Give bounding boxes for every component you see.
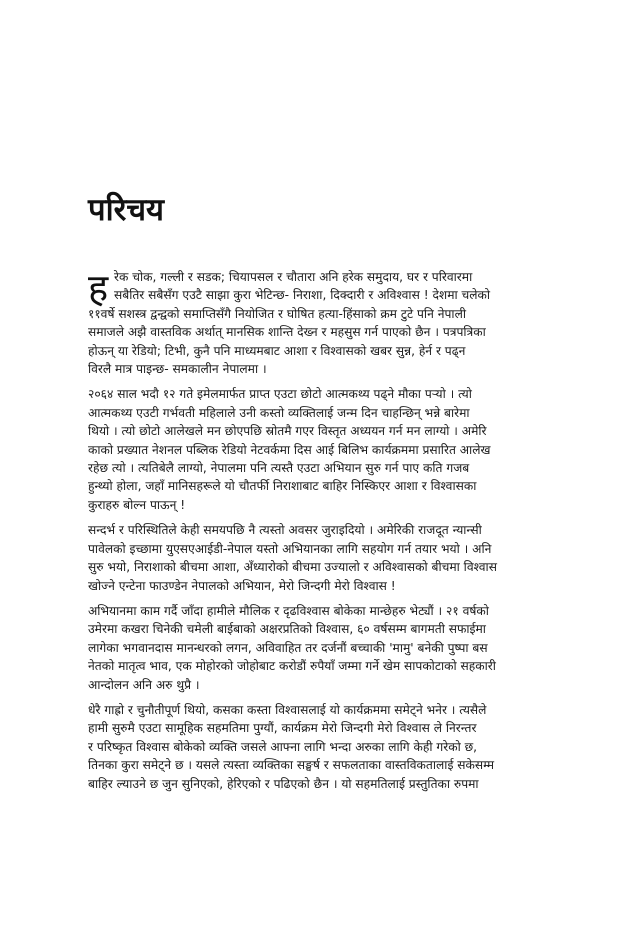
drop-cap: ह [88, 266, 109, 310]
paragraph-line: आन्दोलन अनि अरु थुप्रै । [88, 677, 200, 692]
paragraph-1 [88, 268, 570, 378]
paragraph-line: कुराहरु बोल्न पाऊन् ! [88, 497, 186, 512]
paragraph-line: आत्मकथ्य एउटी गर्भवती महिलाले उनी कस्तो व्यक्तिलाई जन्म दिन चाहन्छिन् भन्ने बारेमा [88, 405, 470, 420]
paragraph-line: लागेका भगवानदास मानन्धरको लगन, अविवाहित तर दर्जनौं बच्चाकी 'मामु' बनेकी पुष्पा बस [88, 640, 488, 655]
paragraph-line: धेरै गाह्रो र चुनौतीपूर्ण थियो, कसका कस्ता विश्वासलाई यो कार्यक्रममा समेट्ने भनेर । त्यसैले [88, 702, 487, 717]
paragraph-line: उमेरमा कखरा चिनेकी चमेली बाईबाको अक्षरप्रतिको विश्वास, ६० वर्षसम्म बागमती सफाईमा [88, 622, 486, 637]
paragraph-line: नेतको मातृत्व भाव, एक मोहोरको जोहोबाट करोडौं रुपैयाँ जम्मा गर्ने खेम सापकोटाको सहकारी [88, 659, 496, 674]
paragraph-line: रहेछ त्यो । त्यतिबेलै लाग्यो, नेपालमा पनि त्यस्तै एउटा अभियान सुरु गर्न पाए कति गजब [88, 461, 470, 476]
paragraph-3 [88, 521, 570, 595]
paragraph-5 [88, 701, 570, 793]
paragraph-line: होऊन् या रेडियो; टिभी, कुनै पनि माध्यमबाट आशा र विश्वासको खबर सुन्न, हेर्न र पढ्न [88, 343, 466, 358]
paragraph-line: खोज्ने एन्टेना फाउण्डेन नेपालको अभियान, मेरो जिन्दगी मेरो विश्वास ! [88, 578, 396, 593]
paragraph-2 [88, 385, 570, 514]
paragraph-line: सबैतिर सबैसँग एउटै साझा कुरा भेटिन्छ- निराशा, दिक्दारी र अविश्वास ! देशमा चलेको [114, 288, 491, 303]
chapter-title: परिचय [88, 192, 164, 228]
paragraph-line: बाहिर ल्याउने छ जुन सुनिएको, हेरिएको र पढिएको छैन । यो सहमतिलाई प्रस्तुतिका रुपमा [88, 776, 479, 791]
paragraph-line: हुन्थ्यो होला, जहाँ मानिसहरूले यो चौतर्फी निराशाबाट बाहिर निस्किएर आशा र विश्वासका [88, 479, 477, 494]
body-text [88, 268, 570, 800]
paragraph-line: २०६४ साल भदौ १२ गते इमेलमार्फत प्राप्त एउटा छोटो आत्मकथ्य पढ्ने मौका पर्‍यो । त्यो [88, 387, 472, 402]
paragraph-line: काको प्रख्यात नेशनल पब्लिक रेडियो नेटवर्कमा दिस आई बिलिभ कार्यक्रममा प्रसारित आलेख [88, 442, 491, 457]
paragraph-line: सुरु भयो, निराशाको बीचमा आशा, अँध्यारोको बीचमा उज्यालो र अविश्वासको बीचमा विश्वास [88, 560, 497, 575]
paragraph-line: सन्दर्भ र परिस्थितिले केही समयपछि नै त्यस्तो अवसर जुराइदियो । अमेरिकी राजदूत न्यान्सी [88, 523, 482, 538]
paragraph-line: र परिष्कृत विश्वास बोकेको व्यक्ति जसले आफ्ना लागि भन्दा अरुका लागि केही गरेको छ, [88, 739, 478, 754]
paragraph-line: ११वर्षे सशस्त्र द्वन्द्वको समाप्तिसँगै नियोजित र घोषित हत्या-हिंसाको क्रम टुटे पनि नेपाली [88, 306, 466, 321]
paragraph-line: रेक चोक, गल्ली र सडक; चियापसल र चौतारा अनि हरेक समुदाय, घर र परिवारमा [114, 270, 473, 284]
paragraph-line: अभियानमा काम गर्दै जाँदा हामीले मौलिक र दृढविश्वास बोकेका मान्छेहरु भेट्यौं । २१ वर्षको [88, 603, 489, 618]
paragraph-line: तिनका कुरा समेट्ने छ । यसले त्यस्ता व्यक्तिका सङ्घर्ष र सफलताका वास्तविकतालाई सकेसम्म [88, 758, 495, 773]
paragraph-line: समाजले अझै वास्तविक अर्थात् मानसिक शान्ति देख्न र महसुस गर्न पाएको छैन । पत्रपत्रिका [88, 325, 486, 340]
paragraph-line: विरलै मात्र पाइन्छ- समकालीन नेपालमा । [88, 362, 267, 377]
paragraph-line: हामी सुरुमै एउटा सामूहिक सहमतिमा पुग्यौं, कार्यक्रम मेरो जिन्दगी मेरो विश्वास ले निरन्तर [88, 721, 477, 736]
paragraph-line: पावेलको इच्छामा युएसएआईडी-नेपाल यस्तो अभियानका लागि सहयोग गर्न तयार भयो । अनि [88, 541, 492, 556]
paragraph-4 [88, 602, 570, 694]
paragraph-line: थियो । त्यो छोटो आलेखले मन छोएपछि स्रोतमै गएर विस्तृत अध्ययन गर्न मन लाग्यो । अमेरि [88, 424, 487, 439]
